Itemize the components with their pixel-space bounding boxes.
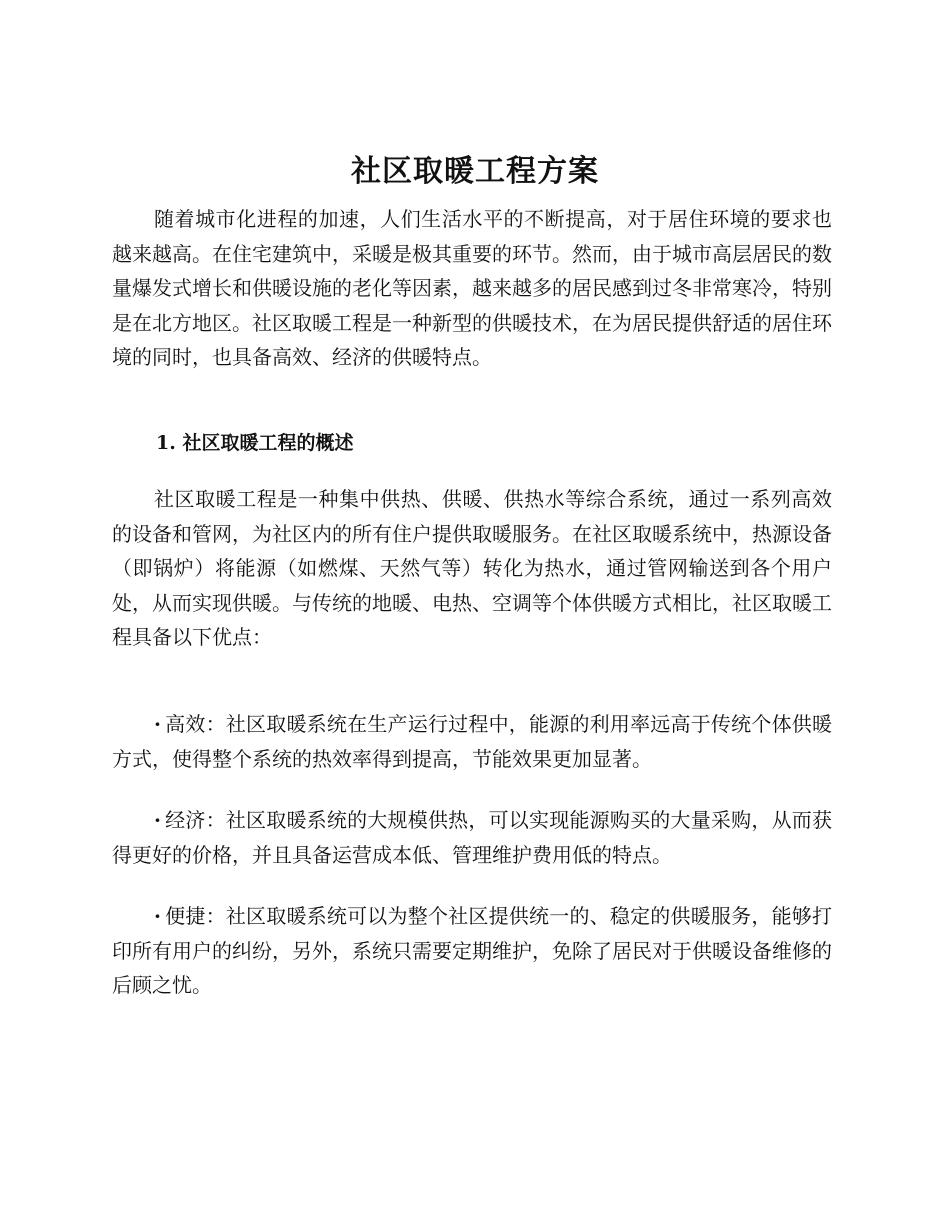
bullet-marker: · xyxy=(154,904,161,928)
section-heading: 1. 社区取暖工程的概述 xyxy=(156,432,354,454)
intro-paragraph: 随着城市化进程的加速，人们生活水平的不断提高，对于居住环境的要求也越来越高。在住宅建筑中，采暖是极其重要的环节。然而，由于城市高层居民的数量爆发式增长和供暖设施的老化等因素，越来越多的居民感到过冬非常寒冷，特别是在北方地区。社区取暖工程是一种新型的供暖技术，在为居民提供舒适的居住环境的同时，也具备高效、经济的供暖特点。 xyxy=(112,207,832,369)
bullet-item-economic xyxy=(112,803,832,872)
bullet-item-efficient xyxy=(112,707,832,776)
bullet-item-convenient xyxy=(112,899,832,1003)
bullet-text: 高效：社区取暖系统在生产运行过程中，能源的利用率远高于传统个体供暖方式，使得整个系统的热效率得到提高，节能效果更加显著。 xyxy=(112,712,832,771)
section-body-paragraph: 社区取暖工程是一种集中供热、供暖、供热水等综合系统，通过一系列高效的设备和管网，为社区内的所有住户提供取暖服务。在社区取暖系统中，热源设备（即锅炉）将能源（如燃煤、天然气等）转化为热水，通过管网输送到各个用户处，从而实现供暖。与传统的地暖、电热、空调等个体供暖方式相比，社区取暖工程具备以下优点： xyxy=(112,487,832,649)
bullet-text: 便捷：社区取暖系统可以为整个社区提供统一的、稳定的供暖服务，能够打印所有用户的纠纷，另外，系统只需要定期维护，免除了居民对于供暖设备维修的后顾之忧。 xyxy=(112,904,832,997)
bullet-marker: · xyxy=(154,712,161,736)
bullet-text: 经济：社区取暖系统的大规模供热，可以实现能源购买的大量采购，从而获得更好的价格，并且具备运营成本低、管理维护费用低的特点。 xyxy=(112,808,832,867)
bullet-marker: · xyxy=(154,808,161,832)
document-title: 社区取暖工程方案 xyxy=(351,154,599,189)
